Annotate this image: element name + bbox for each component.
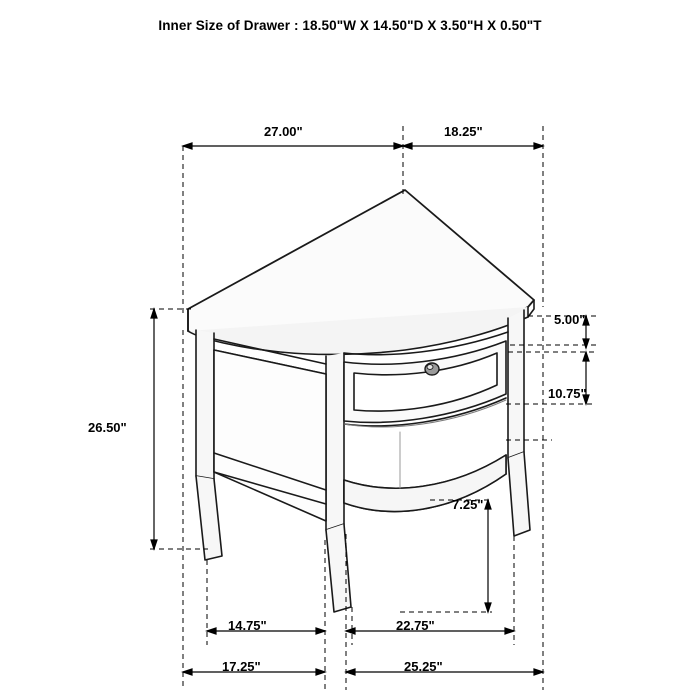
dim-top-left-width: 27.00" — [264, 124, 303, 139]
dim-overall-height: 26.50" — [88, 420, 127, 435]
page-title: Inner Size of Drawer : 18.50"W X 14.50"D X 3.50"H X 0.50"T — [158, 18, 542, 33]
dim-bottom-left-width: 17.25" — [222, 659, 261, 674]
table-top — [188, 190, 534, 354]
dim-bottom-right-width: 25.25" — [404, 659, 443, 674]
dim-front-base-right: 22.75" — [396, 618, 435, 633]
left-side-panel — [196, 330, 351, 612]
dim-front-base-left: 14.75" — [228, 618, 267, 633]
dim-top-right-width: 18.25" — [444, 124, 483, 139]
dim-shelf-height: 7.25" — [452, 497, 484, 512]
dim-lower-open-height: 10.75" — [548, 386, 587, 401]
dim-drawer-face-height: 5.00" — [554, 312, 586, 327]
